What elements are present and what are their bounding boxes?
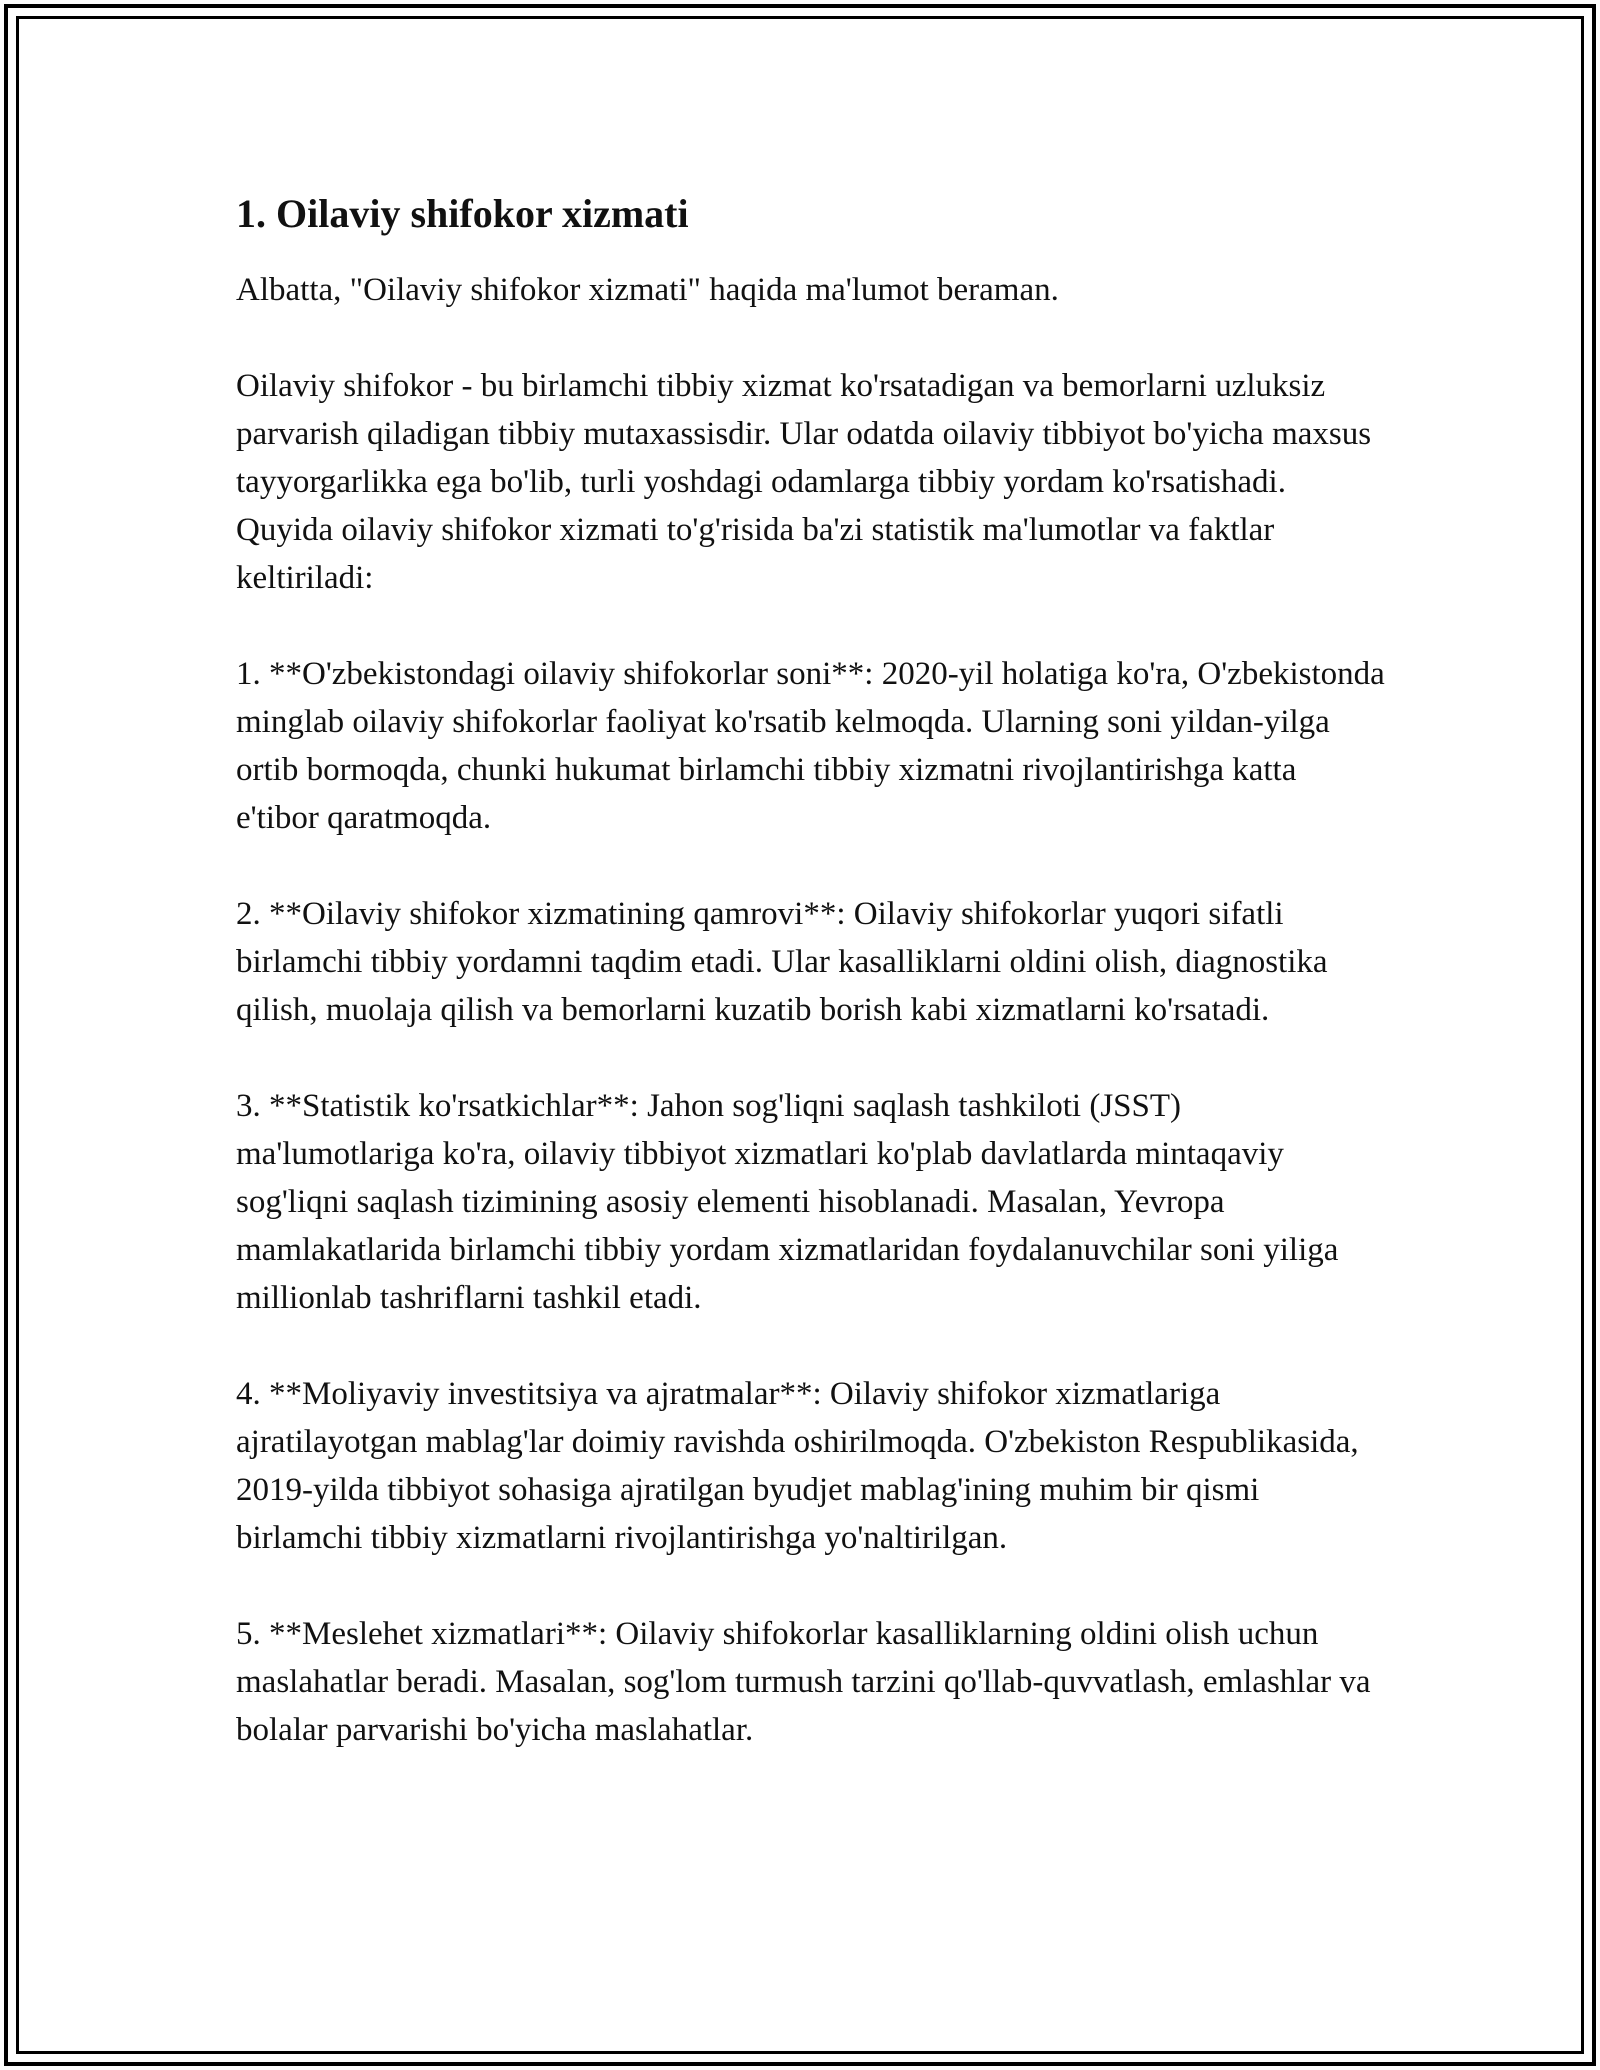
list-item-3: 3. **Statistik ko'rsatkichlar**: Jahon sog'liqni saqlash tashkiloti (JSST) ma'lumotlariga ko'ra, oilaviy tibbiyot xizmatlari ko'plab davlatlarda mintaqaviy sog'liqni saqlash tizimining asosiy elementi hisoblanadi. Masalan, Yevropa mamlakatlarida birlamchi tibbiy yordam xizmatlaridan foydalanuvchilar soni yiliga millionlab tashriflarni tashkil etadi. <box>236 1088 1339 1316</box>
intro-paragraph: Albatta, "Oilaviy shifokor xizmati" haqida ma'lumot beraman. <box>236 272 1059 308</box>
list-item-2: 2. **Oilaviy shifokor xizmatining qamrovi**: Oilaviy shifokorlar yuqori sifatli birlamchi tibbiy yordamni taqdim etadi. Ular kasalliklarni oldini olish, diagnostika qilish, muolaja qilish va bemorlarni kuzatib borish kabi xizmatlarni ko'rsatadi. <box>236 896 1328 1028</box>
document-heading: 1. Oilaviy shifokor xizmati <box>236 191 689 236</box>
list-item-5: 5. **Meslehet xizmatlari**: Oilaviy shifokorlar kasalliklarning oldini olish uchun maslahatlar beradi. Masalan, sog'lom turmush tarzini qo'llab-quvvatlash, emlashlar va bolalar parvarishi bo'yicha maslahatlar. <box>236 1616 1371 1748</box>
document-body <box>236 186 1386 1802</box>
list-item-4: 4. **Moliyaviy investitsiya va ajratmalar**: Oilaviy shifokor xizmatlariga ajratilayotgan mablag'lar doimiy ravishda oshirilmoqda. O'zbekiston Respublikasida, 2019-yilda tibbiyot sohasiga ajratilgan byudjet mablag'ining muhim bir qismi birlamchi tibbiy xizmatlarni rivojlantirishga yo'naltirilgan. <box>236 1376 1359 1556</box>
list-item-1: 1. **O'zbekistondagi oilaviy shifokorlar soni**: 2020-yil holatiga ko'ra, O'zbekistonda minglab oilaviy shifokorlar faoliyat ko'rsatib kelmoqda. Ularning soni yildan-yilga ortib bormoqda, chunki hukumat birlamchi tibbiy xizmatni rivojlantirishga katta e'tibor qaratmoqda. <box>236 656 1385 836</box>
definition-paragraph: Oilaviy shifokor - bu birlamchi tibbiy xizmat ko'rsatadigan va bemorlarni uzluksiz parvarish qiladigan tibbiy mutaxassisdir. Ular odatda oilaviy tibbiyot bo'yicha maxsus tayyorgarlikka ega bo'lib, turli yoshdagi odamlarga tibbiy yordam ko'rsatishadi. Quyida oilaviy shifokor xizmati to'g'risida ba'zi statistik ma'lumotlar va faktlar keltiriladi: <box>236 368 1372 596</box>
